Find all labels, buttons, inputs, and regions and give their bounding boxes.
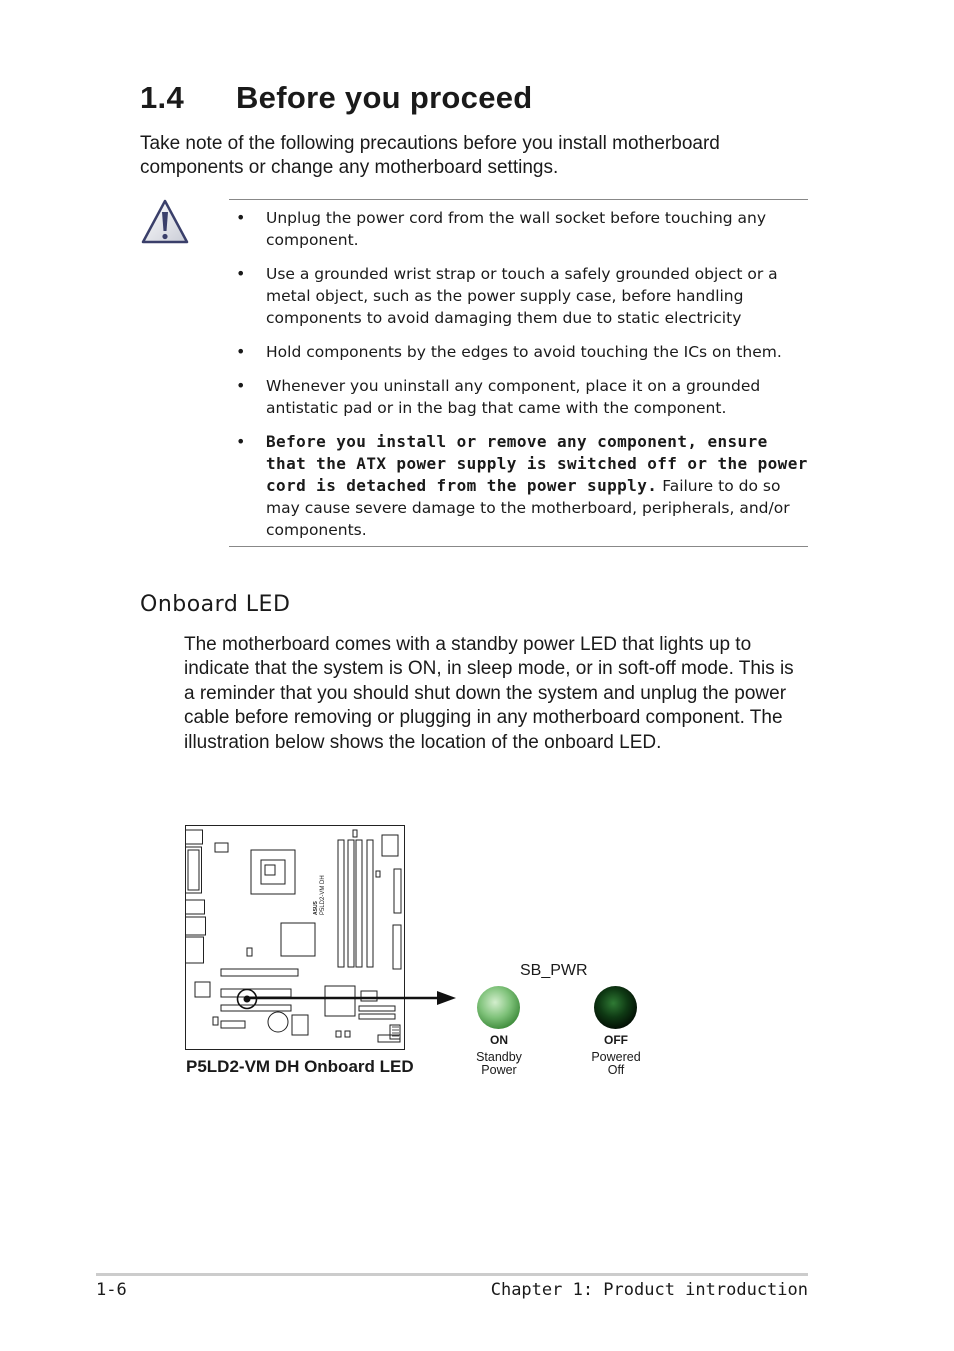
precaution-item xyxy=(234,375,809,419)
led-off-description xyxy=(571,1051,661,1077)
led-on-desc-line: Power xyxy=(481,1063,517,1077)
motherboard-diagram xyxy=(185,825,405,1050)
intro-paragraph: Take note of the following precautions before you install motherboard components or change any motherboard settings. xyxy=(140,133,720,178)
precaution-text: Hold components by the edges to avoid touching the ICs on them. xyxy=(266,343,782,361)
led-on-indicator xyxy=(476,985,521,1030)
warning-triangle-icon xyxy=(140,198,190,246)
section-number: 1.4 xyxy=(140,80,184,115)
led-off-desc-line: Off xyxy=(607,1063,625,1077)
chapter-title: Chapter 1: Product introduction xyxy=(490,1280,808,1300)
led-off-desc-line: Powered xyxy=(591,1050,641,1064)
led-pointer-arrow xyxy=(245,988,457,1008)
led-on-state: ON xyxy=(490,1033,508,1047)
board-brand-label: ASUS xyxy=(313,901,319,915)
led-name-label: SB_PWR xyxy=(520,962,588,979)
precaution-emphasis: Before you install or remove any component, ensure that the ATX power supply is switched off or the power cord is detached from the power supply. xyxy=(266,432,808,495)
section-heading xyxy=(140,80,533,116)
footer-rule xyxy=(96,1273,808,1276)
subsection-heading: Onboard LED xyxy=(140,592,291,617)
section-title: Before you proceed xyxy=(236,80,533,115)
led-paragraph: The motherboard comes with a standby power LED that lights up to indicate that the system is ON, in sleep mode, or in soft-off mode. This is a reminder that you should shut down the system and unplug the power cable before removing or plugging in any motherboard component. The illustration below shows the location of the onboard LED. xyxy=(184,634,794,753)
precaution-text: Whenever you uninstall any component, place it on a grounded antistatic pad or in the bag that came with the component. xyxy=(266,377,761,417)
precaution-item xyxy=(234,341,809,363)
led-on-description xyxy=(454,1051,544,1077)
precaution-text: Use a grounded wrist strap or touch a safely grounded object or a metal object, such as the power supply case, before handling components to avoid damaging them due to static electricity xyxy=(266,265,778,327)
precaution-text: Unplug the power cord from the wall socket before touching any component. xyxy=(266,209,767,249)
precaution-item xyxy=(234,263,809,329)
board-model-label: P5LD2-VM DH xyxy=(320,875,326,915)
warning-top-rule xyxy=(229,199,808,200)
precaution-text: Failure to do so may cause severe damage to the motherboard, peripherals, and/or components. xyxy=(266,477,790,539)
precaution-list xyxy=(234,207,809,541)
precaution-item xyxy=(234,207,809,251)
warning-bottom-rule xyxy=(229,546,808,547)
led-on-desc-line: Standby xyxy=(476,1050,522,1064)
page-number: 1-6 xyxy=(96,1280,127,1300)
led-off-state: OFF xyxy=(604,1033,628,1047)
figure-caption: P5LD2-VM DH Onboard LED xyxy=(186,1057,414,1076)
led-off-indicator xyxy=(593,985,638,1030)
precaution-item xyxy=(234,431,809,541)
